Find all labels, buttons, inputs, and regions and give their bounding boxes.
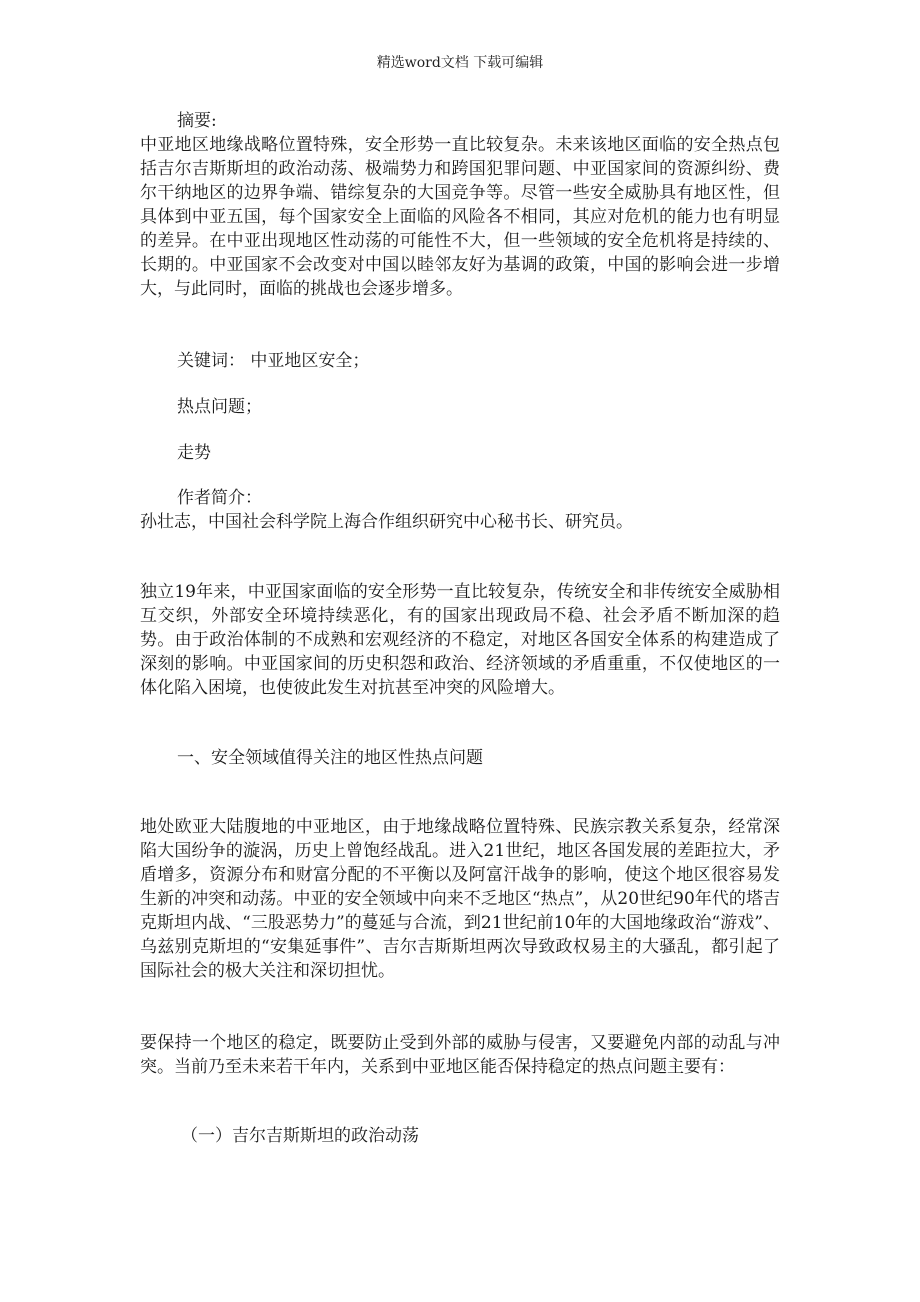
page-header: 精选word文档 下载可编辑 bbox=[376, 55, 544, 71]
keywords-line-1: 关键词： 中亚地区安全； bbox=[177, 351, 370, 371]
paragraph-central-asia: 地处欧亚大陆腹地的中亚地区，由于地缘战略位置特殊、民族宗教关系复杂，经常深陷大国纷争的漩涡，历史上曾饱经战乱。进入21世纪，地区各国发展的差距拉大，矛盾增多，资源分布和财富分配的不平衡以及阿富汗战争的影响，使这个地区很容易发生新的冲突和动荡。中亚的安全领域中向来不乏地区“热点”，从20世纪90年代的塔吉克斯坦内战、“三股恶势力”的蔓延与合流，到21世纪前10年的大国地缘政治“游戏”、乌兹别克斯坦的“安集延事件”、吉尔吉斯斯坦两次导致政权易主的大骚乱，都引起了国际社会的极大关注和深切担忧。 bbox=[140, 817, 780, 981]
paragraph-stability: 要保持一个地区的稳定，既要防止受到外部的威胁与侵害，又要避免内部的动乱与冲突。当前乃至未来若干年内，关系到中亚地区能否保持稳定的热点问题主要有： bbox=[140, 1033, 780, 1077]
abstract-text: 中亚地区地缘战略位置特殊，安全形势一直比较复杂。未来该地区面临的安全热点包括吉尔吉斯斯坦的政治动荡、极端势力和跨国犯罪问题、中亚国家间的资源纠纷、费尔干纳地区的边界争端、错综复杂的大国竞争等。尽管一些安全威胁具有地区性，但具体到中亚五国，每个国家安全上面临的风险各不相同，其应对危机的能力也有明显的差异。在中亚出现地区性动荡的可能性不大，但一些领域的安全危机将是持续的、长期的。中亚国家不会改变对中国以睦邻友好为基调的政策，中国的影响会进一步增大，与此同时，面临的挑战也会逐步增多。 bbox=[140, 135, 780, 299]
section-heading-1: 一、安全领域值得关注的地区性热点问题 bbox=[177, 748, 483, 768]
author-label: 作者简介： bbox=[177, 488, 262, 508]
keywords-line-2: 热点问题； bbox=[177, 397, 262, 417]
subsection-heading-1: （一）吉尔吉斯斯坦的政治动荡 bbox=[181, 1126, 419, 1146]
abstract-label: 摘要: bbox=[177, 111, 217, 131]
keywords-line-3: 走势 bbox=[177, 443, 211, 463]
author-text: 孙壮志，中国社会科学院上海合作组织研究中心秘书长、研究员。 bbox=[140, 512, 633, 532]
paragraph-intro: 独立19年来，中亚国家面临的安全形势一直比较复杂，传统安全和非传统安全威胁相互交织，外部安全环境持续恶化，有的国家出现政局不稳、社会矛盾不断加深的趋势。由于政治体制的不成熟和宏观经济的不稳定，对地区各国安全体系的构建造成了深刻的影响。中亚国家间的历史积怨和政治、经济领域的矛盾重重，不仅使地区的一体化陷入困境，也使彼此发生对抗甚至冲突的风险增大。 bbox=[140, 582, 780, 698]
